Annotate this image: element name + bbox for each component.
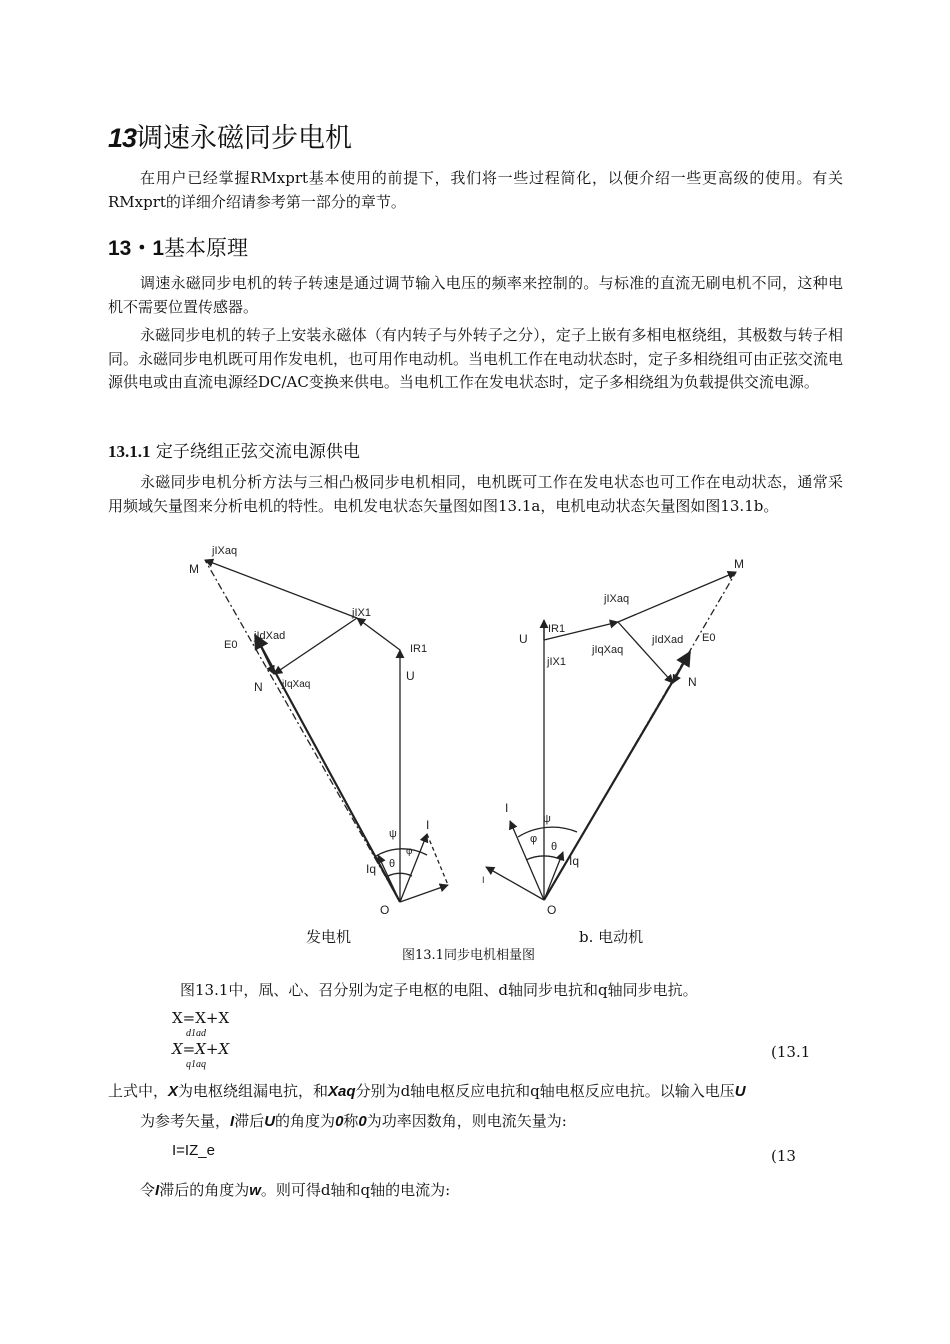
p6-text-c: 滞后 (234, 1112, 265, 1130)
label-jidxad-left: jIdXad (254, 630, 286, 642)
section-number: 13・1 (108, 237, 165, 260)
p6-symbol-0b: 0 (358, 1113, 367, 1130)
equation-1-sub1: d1ad (186, 1028, 206, 1039)
p5-symbol-u: U (734, 1083, 746, 1100)
equation-1-line1: X=X+X (172, 1009, 230, 1027)
p7-symbol-i: I (155, 1182, 160, 1199)
label-i-right: I (505, 801, 509, 815)
label-jix1-left: jIX1 (352, 607, 371, 619)
intro-paragraph: 在用户已经掌握RMxprt基本使用的前提下，我们将一些过程简化，以便介绍一些更高级的使用。有关RMxprt的详细介绍请参考第一部分的章节。 (108, 169, 843, 211)
label-n-right: N (688, 675, 697, 689)
figure-caption: 图13.1同步电机相量图 (402, 948, 535, 963)
generator-labels (189, 545, 429, 917)
subsection-number: 13.1.1 (108, 442, 151, 461)
p7-symbol-w: w (249, 1182, 261, 1199)
label-i-small-right: I (482, 875, 485, 885)
paragraph-3: 永磁同步电机分析方法与三相凸极同步电机相同，电机既可工作在发电状态也可工作在电动状态，通常采用频域矢量图来分析电机的特性。电机发电状态矢量图如图13.1a，电机电动状态矢量图如图13.1b。 (108, 473, 843, 515)
equation-2: I=IZ_e (172, 1142, 215, 1159)
label-iq-left: Iq (366, 862, 377, 876)
label-u-left: U (406, 669, 415, 683)
figure-label-b: b. 电动机 (579, 928, 644, 946)
label-phi-left: φ (406, 846, 413, 857)
section-title (108, 232, 248, 262)
subsection-title-text: 定子绕组正弦交流电源供电 (155, 442, 360, 462)
equation-1-sub2: q1aq (186, 1059, 206, 1070)
label-jix1-right: jIX1 (547, 656, 566, 668)
label-jixaq-right: jIXaq (604, 593, 630, 605)
paragraph-4: 图13.1中，凮、心、召分别为定子电枢的电阻、d轴同步电抗和q轴同步电抗。 (180, 981, 698, 999)
chapter-title (108, 116, 352, 155)
p5-text-e: 分别为d轴电枢反应电抗和q轴电枢反应电抗。以输入电压 (355, 1082, 735, 1100)
paragraph-6 (140, 1110, 567, 1131)
p5-symbol-x: X (168, 1083, 179, 1100)
equation-2-number: (13 (771, 1147, 796, 1165)
label-n-left: N (254, 680, 263, 694)
label-o-left: O (380, 903, 390, 917)
label-psi-left: ψ (389, 828, 397, 840)
label-jidxad-right: jIdXad (652, 634, 684, 646)
equation-1-line2: X=X+X (172, 1040, 230, 1058)
paragraph-1: 调速永磁同步电机的转子转速是通过调节输入电压的频率来控制的。与标准的直流无刷电机不同，这种电机不需要位置传感器。 (108, 274, 843, 316)
label-u-right: U (519, 632, 528, 646)
label-theta-right: θ (551, 841, 558, 853)
label-jixaq-left: jIXaq (212, 545, 238, 557)
p6-text-g: 称 (343, 1112, 359, 1130)
label-ir1-right: IR1 (548, 623, 566, 635)
label-o-right: O (547, 903, 557, 917)
label-iq-right: Iq (569, 854, 580, 868)
label-i-left: I (426, 818, 430, 832)
label-psi-right: ψ (543, 813, 551, 825)
p6-symbol-0a: 0 (335, 1113, 344, 1130)
label-jiqxaq-left: jIqXaq (282, 679, 311, 690)
equation-1-number: (13.1 (771, 1043, 811, 1061)
p7-text-a: 令 (140, 1181, 156, 1199)
p6-text-i: 为功率因数角，则电流矢量为: (366, 1112, 567, 1130)
section-title-text: 基本原理 (164, 236, 249, 260)
p5-text-a: 上式中， (108, 1082, 169, 1100)
label-m-right: M (734, 557, 744, 571)
p7-text-c: 滞后的角度为 (159, 1181, 250, 1199)
motor-labels (482, 557, 744, 917)
p6-text-e: 的角度为 (275, 1112, 336, 1130)
label-ir1-left: IR1 (410, 643, 428, 655)
p7-text-e: 。则可得d轴和q轴的电流为: (260, 1181, 451, 1199)
label-e0-left: E0 (224, 639, 238, 651)
p5-text-c: 为电枢绕组漏电抗，和 (178, 1082, 329, 1100)
chapter-number: 13 (108, 123, 137, 153)
phasor-diagram-figure (170, 540, 790, 920)
paragraph-2: 永磁同步电机的转子上安装永磁体（有内转子与外转子之分），定子上嵌有多相电枢绕组，其极数与转子相同。永磁同步电机既可用作发电机，也可用作电动机。当电机工作在电动状态时，定子多相绕组可由正弦交流电源供电或由直流电源经DC/AC变换来供电。当电机工作在发电状态时，定子多相绕组为负载提供交流电源。 (108, 326, 844, 391)
subsection-title (108, 437, 360, 462)
label-theta-left: θ (389, 858, 396, 870)
label-phi-right: φ (530, 833, 538, 845)
paragraph-7 (140, 1179, 450, 1200)
label-e0-right: E0 (702, 632, 716, 644)
figure-label-a: 发电机 (306, 928, 352, 946)
p6-symbol-i: I (230, 1113, 235, 1130)
p6-text-a: 为参考矢量， (140, 1112, 231, 1130)
paragraph-5 (108, 1080, 746, 1101)
motor-diagram (486, 572, 736, 900)
label-m-left: M (189, 562, 199, 576)
p5-symbol-xaq: Xaq (328, 1083, 356, 1100)
label-jiqxaq-right: jIqXaq (592, 644, 624, 656)
p6-symbol-u: U (264, 1113, 276, 1130)
chapter-title-text: 调速永磁同步电机 (136, 123, 353, 154)
